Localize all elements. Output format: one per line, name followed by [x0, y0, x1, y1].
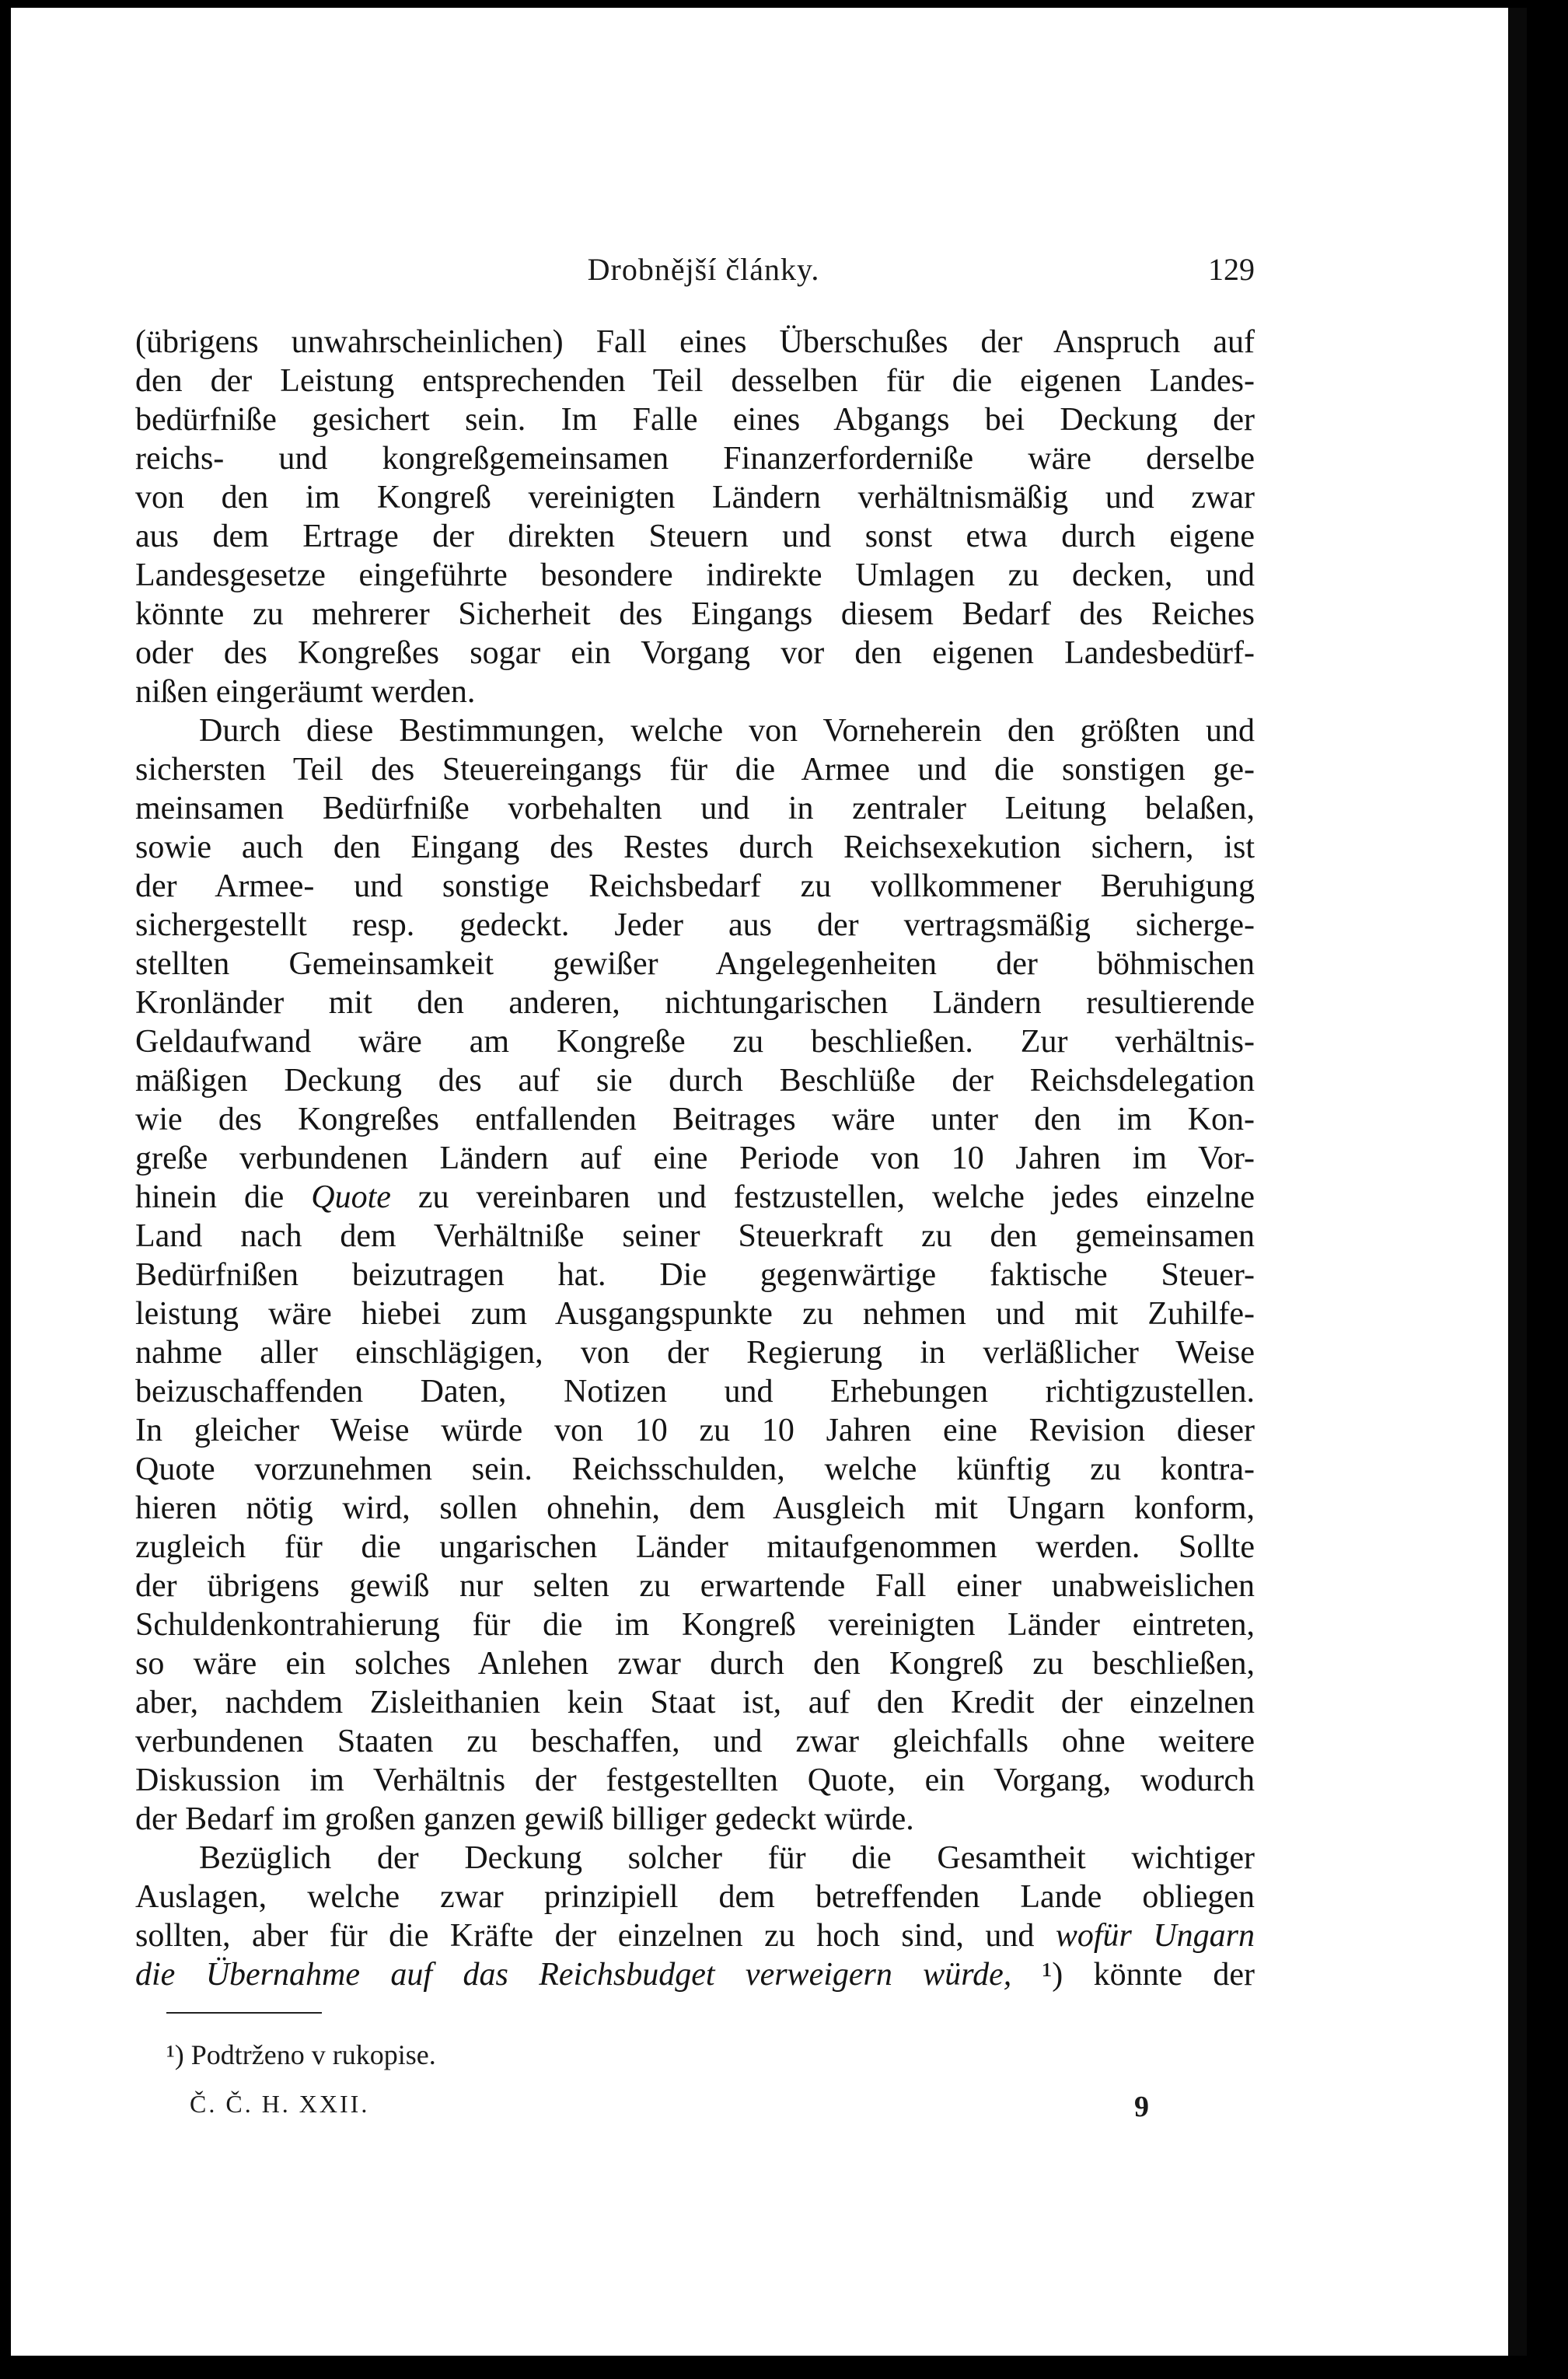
- text-line: aber, nachdem Zisleithanien kein Staat ist, auf den Kredit der einzelnen: [135, 1685, 1255, 1720]
- text-line: Geldaufwand wäre am Kongreße zu beschließen. Zur verhältnis-: [135, 1024, 1255, 1060]
- text-line-with-italic: [135, 1955, 1255, 1994]
- text-line: beizuschaffenden Daten, Notizen und Erhebungen richtigzustellen.: [135, 1374, 1255, 1410]
- page-number: 129: [1208, 252, 1255, 287]
- italic-phrase: die Übernahme auf das Reichsbudget verweigern würde,: [135, 1957, 1012, 1993]
- text-line: Land nach dem Verhältniße seiner Steuerkraft zu den gemeinsamen: [135, 1218, 1255, 1254]
- text-line: Quote vorzunehmen sein. Reichsschulden, welche künftig zu kontra-: [135, 1452, 1255, 1487]
- text-line-with-quote: [135, 1178, 1255, 1217]
- text-line: Bedürfnißen beizutragen hat. Die gegenwärtige faktische Steuer-: [135, 1257, 1255, 1293]
- text-line: Schuldenkontrahierung für die im Kongreß vereinigten Länder eintreten,: [135, 1607, 1255, 1643]
- text-line: nahme aller einschlägigen, von der Regierung in verläßlicher Weise: [135, 1335, 1255, 1371]
- text-segment: hinein die: [135, 1179, 285, 1215]
- text-line-with-italic: [135, 1916, 1255, 1955]
- text-line: hieren nötig wird, sollen ohnehin, dem Ausgleich mit Ungarn konform,: [135, 1490, 1255, 1526]
- text-line: der übrigens gewiß nur selten zu erwartende Fall einer unabweislichen: [135, 1568, 1255, 1604]
- text-line-paragraph-start: Bezüglich der Deckung solcher für die Gesamtheit wichtiger: [199, 1840, 1255, 1876]
- italic-quote-word: Quote: [311, 1179, 391, 1215]
- text-line: wie des Kongreßes entfallenden Beitrages wäre unter den im Kon-: [135, 1102, 1255, 1137]
- text-line: leistung wäre hiebei zum Ausgangspunkte zu nehmen und mit Zuhilfe-: [135, 1296, 1255, 1332]
- text-line: sichergestellt resp. gedeckt. Jeder aus der vertragsmäßig sicherge-: [135, 907, 1255, 943]
- footnotes: [166, 2012, 1255, 2074]
- text-segment: könnte der: [1093, 1957, 1255, 1993]
- text-line: oder des Kongreßes sogar ein Vorgang vor den eigenen Landesbedürf-: [135, 635, 1255, 671]
- text-line: reichs- und kongreßgemeinsamen Finanzerforderniße wäre derselbe: [135, 441, 1255, 477]
- text-line-paragraph-start: Durch diese Bestimmungen, welche von Vorneherein den größten und: [199, 713, 1255, 749]
- text-line: zugleich für die ungarischen Länder mitaufgenommen werden. Sollte: [135, 1529, 1255, 1565]
- text-line: könnte zu mehrerer Sicherheit des Eingangs diesem Bedarf des Reiches: [135, 596, 1255, 632]
- document-page: [11, 8, 1527, 2356]
- text-segment: zu vereinbaren und festzustellen, welche jedes einzelne: [417, 1179, 1255, 1215]
- text-line: In gleicher Weise würde von 10 zu 10 Jahren eine Revision dieser: [135, 1413, 1255, 1448]
- text-line: (übrigens unwahrscheinlichen) Fall eines Überschußes der Anspruch auf: [135, 324, 1255, 360]
- folio-number: 9: [1134, 2091, 1149, 2123]
- text-line: meinsamen Bedürfniße vorbehalten und in zentraler Leitung belaßen,: [135, 791, 1255, 826]
- text-line: Landesgesetze eingeführte besondere indirekte Umlagen zu decken, und: [135, 557, 1255, 593]
- text-line: verbundenen Staaten zu beschaffen, und zwar gleichfalls ohne weitere: [135, 1724, 1255, 1759]
- text-line: der Armee- und sonstige Reichsbedarf zu vollkommener Beruhigung: [135, 868, 1255, 904]
- text-line: aus dem Ertrage der direkten Steuern und sonst etwa durch eigene: [135, 519, 1255, 554]
- italic-phrase: wofür Ungarn: [1055, 1918, 1255, 1954]
- text-line: von den im Kongreß vereinigten Ländern verhältnismäßig und zwar: [135, 480, 1255, 515]
- text-line: den der Leistung entsprechenden Teil desselben für die eigenen Landes-: [135, 363, 1255, 399]
- running-head: [152, 251, 1255, 306]
- text-line: nißen eingeräumt werden.: [135, 674, 476, 710]
- body-text: [135, 323, 1255, 1994]
- text-line: mäßigen Deckung des auf sie durch Beschlüße der Reichsdelegation: [135, 1063, 1255, 1099]
- text-line: so wäre ein solches Anlehen zwar durch den Kongreß zu beschließen,: [135, 1646, 1255, 1682]
- running-title: Drobnější články.: [587, 252, 820, 287]
- text-line: Auslagen, welche zwar prinzipiell dem betreffenden Lande obliegen: [135, 1879, 1255, 1915]
- signature-mark: Č. Č. H. XXII.: [190, 2090, 370, 2118]
- text-line: sichersten Teil des Steuereingangs für die Armee und die sonstigen ge-: [135, 752, 1255, 788]
- footnote-divider: [166, 2012, 322, 2014]
- text-line: der Bedarf im großen ganzen gewiß billiger gedeckt würde.: [135, 1801, 914, 1837]
- text-segment: sollten, aber für die Kräfte der einzelnen zu hoch sind, und: [135, 1918, 1035, 1954]
- text-line: Kronländer mit den anderen, nichtungarischen Ländern resultierende: [135, 985, 1255, 1021]
- footnote-marker: ¹): [1042, 1957, 1063, 1993]
- text-line: Diskussion im Verhältnis der festgestellten Quote, ein Vorgang, wodurch: [135, 1762, 1255, 1798]
- footnote-1: ¹) Podtrženo v rukopise.: [166, 2039, 436, 2070]
- text-line: sowie auch den Eingang des Restes durch Reichsexekution sichern, ist: [135, 830, 1255, 865]
- text-line: greße verbundenen Ländern auf eine Periode von 10 Jahren im Vor-: [135, 1141, 1255, 1176]
- text-line: stellten Gemeinsamkeit gewißer Angelegenheiten der böhmischen: [135, 946, 1255, 982]
- text-line: bedürfniße gesichert sein. Im Falle eines Abgangs bei Deckung der: [135, 402, 1255, 438]
